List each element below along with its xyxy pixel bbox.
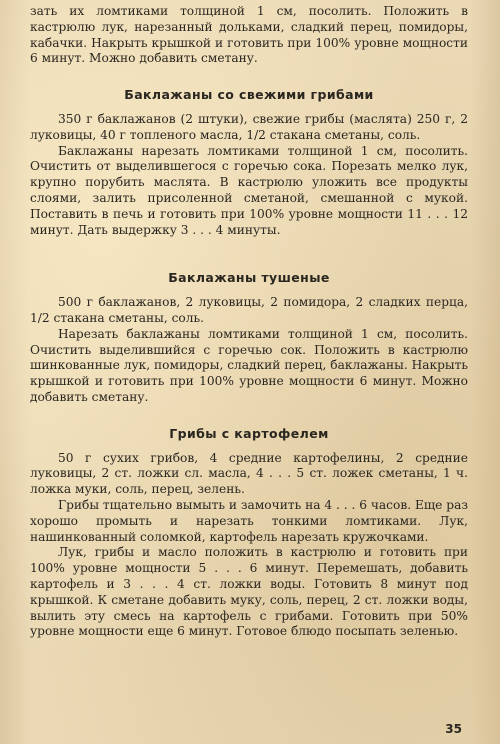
recipe-step: Баклажаны нарезать ломтиками толщиной 1 см, посолить. Очистить от выделившегося с горечью сока. Порезать мелко лук, крупно порубить маслята. В кастрюлю уложить все продукты слоями, залить присоленной сметаной, смешанной с мукой. Поставить в печь и готовить при 100% уровне мощности 11 . . . 12 минут. Дать выдержку 3 . . . 4 минуты. [30,143,468,237]
recipe-stewed-eggplant [30,270,468,405]
recipe-title: Баклажаны со свежими грибами [124,87,374,103]
recipe-step: Лук, грибы и масло положить в кастрюлю и готовить при 100% уровне мощности 5 . . . 6 минут. Перемешать, добавить картофель и 3 . . . 4 ст. ложки воды. Готовить 8 минут под крышкой. К сметане добавить муку, соль, перец, 2 ст. ложки воды, вылить эту смесь на картофель с грибами. Готовить при 50% уровне мощности еще 6 минут. Готовое блюдо посыпать зеленью. [30,545,468,639]
recipe-step: Грибы тщательно вымыть и замочить на 4 . . . 6 часов. Еще раз хорошо промыть и нарезать тонкими ломтиками. Лук, нашинкованный соломкой, картофель нарезать кружочками. [30,497,468,544]
recipe-title: Баклажаны тушеные [168,270,330,286]
intro-paragraph: зать их ломтиками толщиной 1 см, посолить. Положить в кастрюлю лук, нарезанный дольками, сладкий перец, помидоры, кабачки. Накрыть крышкой и готовить при 100% уровне мощности 6 минут. Можно добавить сметану. [30,4,468,66]
recipe-ingredients: 50 г сухих грибов, 4 средние картофелины, 2 средние луковицы, 2 ст. ложки сл. масла, 4 . . . 5 ст. ложек сметаны, 1 ч. ложка муки, соль, перец, зелень. [30,450,468,497]
recipe-mushrooms-potatoes [30,426,468,640]
recipe-title: Грибы с картофелем [169,425,329,441]
recipe-ingredients: 350 г баклажанов (2 штуки), свежие грибы (маслята) 250 г, 2 луковицы, 40 г топленого масла, 1/2 стакана сметаны, соль. [30,111,468,142]
recipe-eggplant-fresh-mushrooms [30,87,468,238]
page-number: 35 [445,722,462,736]
page-body [30,4,468,640]
recipe-ingredients: 500 г баклажанов, 2 луковицы, 2 помидора, 2 сладких перца, 1/2 стакана сметаны, соль. [30,295,468,325]
recipe-step: Нарезать баклажаны ломтиками толщиной 1 см, посолить. Очистить выделившийся с горечью сок. Положить в кастрюлю шинкованные лук, помидоры, сладкий перец, баклажаны. Накрыть крышкой и готовить при 100% уровне мощности 6 минут. Можно добавить сметану. [30,326,468,404]
